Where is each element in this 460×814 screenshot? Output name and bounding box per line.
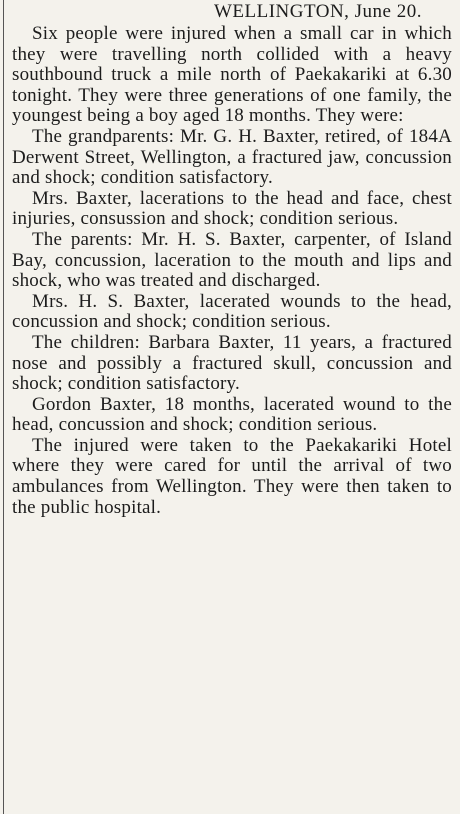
- paragraph-parents: The parents: Mr. H. S. Baxter, carpenter, of Island Bay, concussion, laceration to the mouth and lips and shock, who was treated and discharged.: [12, 228, 452, 292]
- paragraph-mrs-hs-baxter: Mrs. H. S. Baxter, lacerated wounds to the head, concussion and shock; condition serious.: [12, 290, 452, 333]
- column-rule: [3, 0, 4, 814]
- article-body: [12, 0, 452, 518]
- paragraph-hospital: The injured were taken to the Paekakariki Hotel where they were cared for until the arrival of two ambulances from Wellington. They were then taken to the public hospital.: [12, 434, 452, 518]
- paragraph-intro: Six people were injured when a small car in which they were travelling north collided with a heavy southbound truck a mile north of Paekakariki at 6.30 tonight. They were three generations of one family, the youngest being a boy aged 18 months. They were:: [12, 23, 452, 127]
- paragraph-grandparents: The grandparents: Mr. G. H. Baxter, retired, of 184A Derwent Street, Wellington, a fractured jaw, concussion and shock; condition satisfactory.: [12, 125, 452, 189]
- paragraph-gordon-baxter: Gordon Baxter, 18 months, lacerated wound to the head, concussion and shock; condition serious.: [12, 393, 452, 436]
- paragraph-mrs-baxter: Mrs. Baxter, lacerations to the head and face, chest injuries, consussion and shock; condition serious.: [12, 187, 452, 230]
- paragraph-children: The children: Barbara Baxter, 11 years, a fractured nose and possibly a fractured skull, concussion and shock; condition satisfactory.: [12, 331, 452, 395]
- dateline: WELLINGTON, June 20.: [213, 1, 422, 22]
